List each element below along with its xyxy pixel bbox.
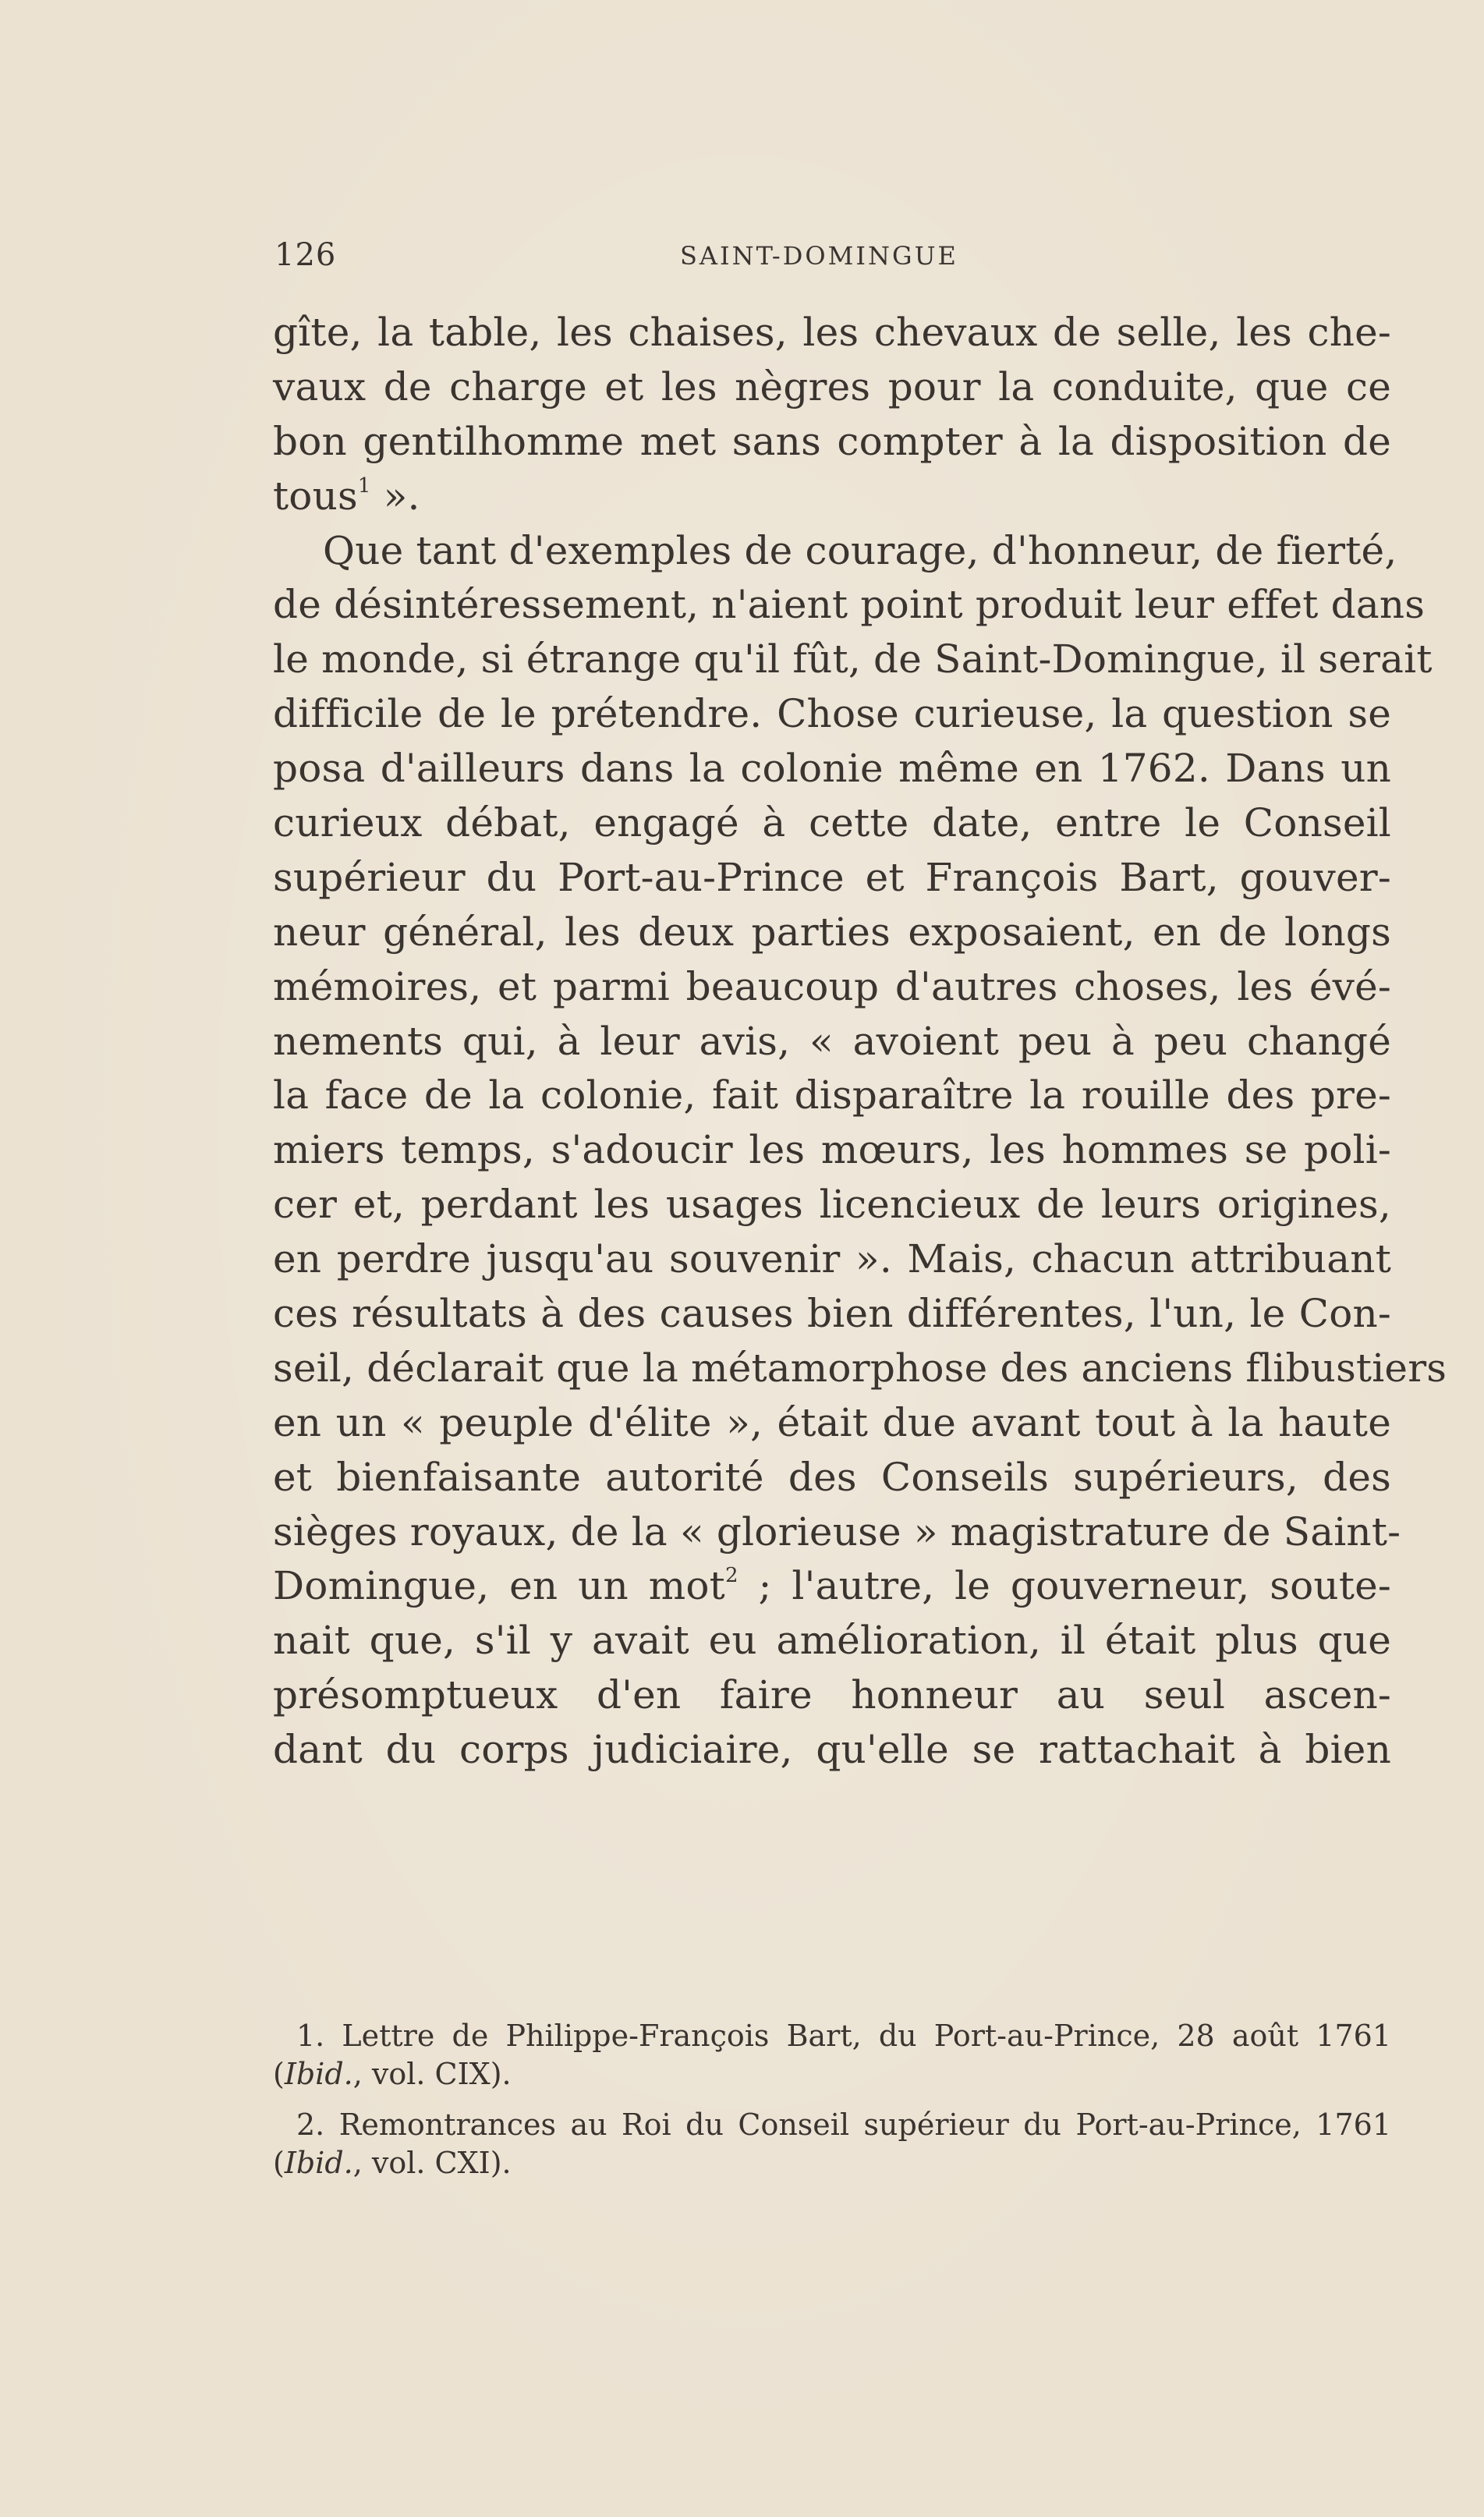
text-line: nait que, s'il y avait eu amélioration, il était plus que [273, 1618, 1391, 1664]
text-line: sièges royaux, de la « glorieuse » magistrature de Saint- [273, 1508, 1401, 1555]
text-fragment: ». [370, 473, 420, 519]
running-head [274, 236, 1086, 275]
footnote-text: , vol. CXI). [352, 2146, 512, 2180]
footnote-2-source: (Ibid., vol. CXI). [273, 2146, 512, 2180]
text-line: posa d'ailleurs dans la colonie même en 1762. Dans un [273, 746, 1391, 792]
text-line: en un « peuple d'élite », était due avant tout à la haute [273, 1399, 1391, 1445]
text-line: vaux de charge et les nègres pour la conduite, que ce [273, 363, 1391, 409]
text-line: nements qui, à leur avis, « avoient peu à peu changé [273, 1018, 1391, 1064]
text-line: gîte, la table, les chaises, les chevaux de selle, les che- [273, 310, 1391, 355]
text-line: Que tant d'exemples de courage, d'honneur, de fierté, [323, 527, 1397, 573]
text-fragment: Domingue, en un mot [273, 1563, 725, 1609]
footnote-2-line: 2. Remontrances au Roi du Conseil supérieur du Port-au-Prince, 1761 [296, 2108, 1391, 2142]
footnote-source-italic: Ibid. [284, 2146, 353, 2180]
text-line: en perdre jusqu'au souvenir ». Mais, chacun attribuant [273, 1236, 1391, 1282]
text-line [273, 470, 1391, 524]
text-line: de désintéressement, n'aient point produit leur effet dans [273, 582, 1426, 628]
text-line: difficile de le prétendre. Chose curieuse, la question se [273, 691, 1391, 737]
text-line: supérieur du Port-au-Prince et François Bart, gouver- [273, 854, 1391, 900]
footnote-ref: 1 [357, 473, 371, 498]
text-fragment: tous [273, 473, 358, 519]
text-line: miers temps, s'adoucir les mœurs, les hommes se poli- [273, 1127, 1391, 1173]
page-number: 126 [274, 237, 337, 273]
text-line: ces résultats à des causes bien différentes, l'un, le Con- [273, 1291, 1391, 1337]
footnote-1-source: (Ibid., vol. CIX). [273, 2057, 512, 2091]
text-line: le monde, si étrange qu'il fût, de Saint-Domingue, il serait [273, 636, 1433, 682]
text-line: la face de la colonie, fait disparaître la rouille des pre- [273, 1072, 1391, 1118]
text-line: et bienfaisante autorité des Conseils supérieurs, des [273, 1454, 1391, 1500]
text-line: curieux débat, engagé à cette date, entre le Conseil [273, 800, 1391, 846]
text-line: seil, déclarait que la métamorphose des anciens flibustiers [273, 1345, 1447, 1391]
text-line [273, 1559, 1391, 1614]
body-text [273, 306, 1447, 1778]
text-line: mémoires, et parmi beaucoup d'autres choses, les évé- [273, 963, 1391, 1009]
footnote-source-italic: Ibid. [284, 2057, 353, 2091]
running-title: SAINT-DOMINGUE [680, 241, 958, 271]
text-line: présomptueux d'en faire honneur au seul ascen- [273, 1672, 1391, 1718]
footnote-ref: 2 [724, 1564, 738, 1588]
text-line: cer et, perdant les usages licencieux de leurs origines, [273, 1182, 1391, 1228]
text-line: dant du corps judiciaire, qu'elle se rattachait à bien [273, 1727, 1391, 1773]
text-fragment: ; l'autre, le gouverneur, soute- [738, 1563, 1392, 1609]
footnotes [273, 2017, 1391, 2182]
footnote-1-line: 1. Lettre de Philippe-François Bart, du Port-au-Prince, 28 août 1761 [296, 2019, 1391, 2053]
footnote-text: , vol. CIX). [352, 2057, 512, 2091]
text-line: bon gentilhomme met sans compter à la disposition de [273, 418, 1391, 464]
text-line: neur général, les deux parties exposaient, en de longs [273, 909, 1391, 955]
